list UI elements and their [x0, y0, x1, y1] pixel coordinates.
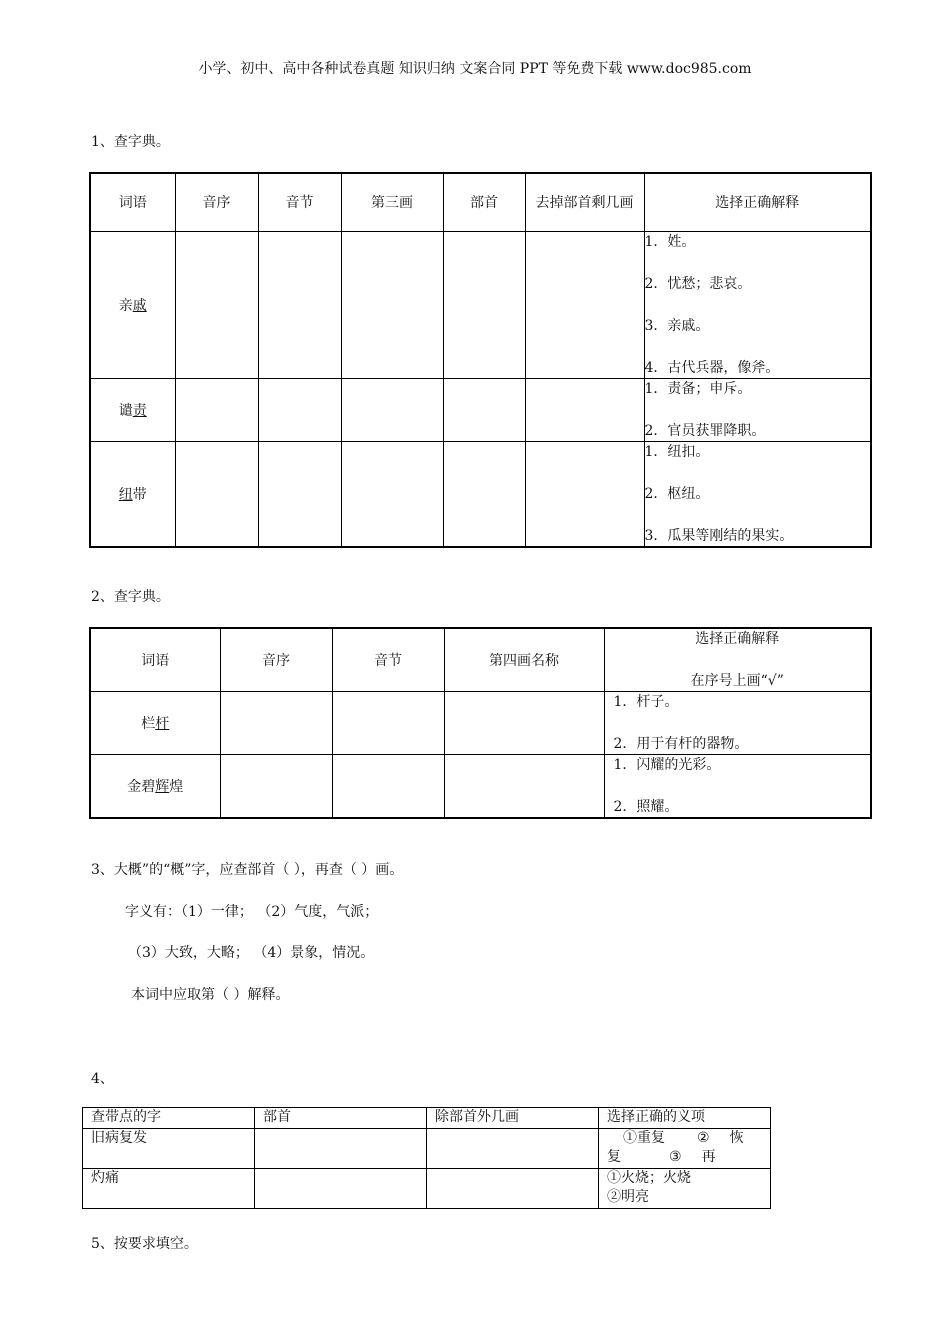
- answer-cell[interactable]: [258, 231, 341, 378]
- word-text: 亲: [118, 297, 133, 314]
- meaning-options-cell: [599, 1129, 771, 1169]
- q2-header-word: 词语: [90, 628, 220, 692]
- table-row: [90, 441, 871, 547]
- q1-header-yinjie: 音节: [258, 173, 341, 231]
- meaning-option-marker[interactable]: ③: [669, 1149, 682, 1165]
- definition-cell: [644, 441, 871, 547]
- definition-option[interactable]: 2．照耀。: [613, 799, 679, 815]
- q1-word-cell: [90, 231, 175, 378]
- definition-option[interactable]: 2．枢纽。: [644, 485, 710, 502]
- q3-line-1: 3、大概”的“概”字，应查部首（ ），再查（ ）画。: [91, 862, 404, 878]
- table-row: [83, 1169, 771, 1209]
- q4-title: 4、: [91, 1071, 114, 1087]
- q2-header-row: [90, 628, 871, 692]
- q4-header-row: [83, 1108, 771, 1129]
- answer-cell[interactable]: [220, 692, 332, 755]
- answer-cell[interactable]: [341, 231, 443, 378]
- answer-cell[interactable]: [427, 1169, 599, 1209]
- definition-cell: [644, 378, 871, 441]
- meaning-option[interactable]: ①火烧；火烧: [607, 1170, 691, 1186]
- q2-header-explanation-hint: 在序号上画“√”: [690, 673, 784, 689]
- definition-option[interactable]: 1．纽扣。: [644, 443, 710, 460]
- meaning-option-marker[interactable]: ②: [697, 1130, 710, 1146]
- definition-cell: [604, 692, 871, 755]
- definition-option[interactable]: 2．官员获罪降职。: [644, 422, 766, 439]
- q4-word: 灼痛: [83, 1169, 255, 1209]
- q4-header-char: 查带点的字: [83, 1108, 255, 1129]
- q1-title: 1、查字典。: [91, 134, 170, 150]
- table-row: [90, 755, 871, 819]
- definition-cell: [604, 755, 871, 819]
- answer-cell[interactable]: [341, 378, 443, 441]
- definition-cell: [644, 231, 871, 378]
- table-row: [90, 378, 871, 441]
- definition-option[interactable]: 3．亲戚。: [644, 317, 710, 334]
- q1-word-cell: [90, 378, 175, 441]
- definition-option[interactable]: 1．杆子。: [613, 694, 679, 710]
- meaning-option-text: 再: [701, 1149, 716, 1165]
- meaning-options-cell: [599, 1169, 771, 1209]
- q2-word-cell: [90, 692, 220, 755]
- q3-line-3: （3）大致，大略； （4）景象，情况。: [128, 945, 375, 961]
- q2-word-cell: [90, 755, 220, 819]
- answer-cell[interactable]: [443, 231, 525, 378]
- answer-cell[interactable]: [443, 378, 525, 441]
- q2-table: [89, 627, 872, 819]
- answer-cell[interactable]: [443, 441, 525, 547]
- q2-header-fourth-stroke: 第四画名称: [444, 628, 604, 692]
- answer-cell[interactable]: [175, 378, 258, 441]
- q1-header-radical: 部首: [443, 173, 525, 231]
- q3-line-4: 本词中应取第（ ）解释。: [131, 987, 290, 1003]
- word-text: 金碧: [127, 779, 156, 795]
- table-row: [83, 1129, 771, 1169]
- word-underlined-char: 纽: [118, 486, 133, 503]
- q2-header-explanation: [604, 628, 871, 692]
- answer-cell[interactable]: [341, 441, 443, 547]
- q4-header-radical: 部首: [255, 1108, 427, 1129]
- answer-cell[interactable]: [444, 692, 604, 755]
- q1-header-word: 词语: [90, 173, 175, 231]
- q1-header-explanation: 选择正确解释: [644, 173, 871, 231]
- definition-option[interactable]: 1．姓。: [644, 233, 696, 250]
- q2-header-explanation-title: 选择正确解释: [695, 631, 780, 647]
- q1-header-third-stroke: 第三画: [341, 173, 443, 231]
- meaning-option[interactable]: ①重复: [623, 1130, 665, 1146]
- q1-header-row: [90, 173, 871, 231]
- q2-title: 2、查字典。: [91, 589, 170, 605]
- definition-option[interactable]: 2．忧愁；悲哀。: [644, 275, 752, 292]
- page-header: 小学、初中、高中各种试卷真题 知识归纳 文案合同 PPT 等免费下载 www.doc985.com: [198, 61, 752, 77]
- q4-header-strokes: 除部首外几画: [427, 1108, 599, 1129]
- word-text: 煌: [169, 779, 184, 795]
- definition-option[interactable]: 3．瓜果等刚结的果实。: [644, 527, 794, 544]
- definition-option[interactable]: 1．闪耀的光彩。: [613, 757, 721, 773]
- q2-header-yinxu: 音序: [220, 628, 332, 692]
- q2-header-yinjie: 音节: [332, 628, 444, 692]
- word-underlined-char: 戚: [132, 297, 147, 314]
- q1-header-yinxu: 音序: [175, 173, 258, 231]
- answer-cell[interactable]: [525, 441, 644, 547]
- answer-cell[interactable]: [255, 1169, 427, 1209]
- q4-word: 旧病复发: [83, 1129, 255, 1169]
- answer-cell[interactable]: [332, 755, 444, 819]
- meaning-option-text: 复: [607, 1149, 621, 1165]
- answer-cell[interactable]: [332, 692, 444, 755]
- answer-cell[interactable]: [258, 441, 341, 547]
- word-text: 栏: [141, 716, 156, 732]
- q4-table: [82, 1107, 771, 1209]
- answer-cell[interactable]: [175, 441, 258, 547]
- definition-option[interactable]: 4．古代兵器，像斧。: [644, 359, 780, 376]
- table-row: [90, 231, 871, 378]
- answer-cell[interactable]: [525, 231, 644, 378]
- answer-cell[interactable]: [220, 755, 332, 819]
- word-text: 带: [132, 486, 147, 503]
- answer-cell[interactable]: [444, 755, 604, 819]
- word-underlined-char: 杆: [155, 716, 170, 732]
- answer-cell[interactable]: [175, 231, 258, 378]
- answer-cell[interactable]: [427, 1129, 599, 1169]
- answer-cell[interactable]: [255, 1129, 427, 1169]
- q1-word-cell: [90, 441, 175, 547]
- meaning-option-text: 恢: [729, 1130, 744, 1146]
- definition-option[interactable]: 2．用于有杆的器物。: [613, 736, 749, 752]
- q4-header-meaning: 选择正确的义项: [599, 1108, 771, 1129]
- q1-header-strokes-left: 去掉部首剩几画: [525, 173, 644, 231]
- definition-option[interactable]: 1．责备；申斥。: [644, 380, 752, 397]
- word-text: 谴: [118, 402, 133, 419]
- table-row: [90, 692, 871, 755]
- answer-cell[interactable]: [525, 378, 644, 441]
- meaning-option[interactable]: ②明亮: [607, 1189, 649, 1205]
- q1-table: [89, 172, 872, 548]
- answer-cell[interactable]: [258, 378, 341, 441]
- q3-line-2: 字义有：（1）一律； （2）气度，气派；: [125, 904, 379, 920]
- word-underlined-char: 辉: [155, 779, 170, 795]
- word-underlined-char: 责: [132, 402, 147, 419]
- q5-title: 5、按要求填空。: [91, 1236, 198, 1252]
